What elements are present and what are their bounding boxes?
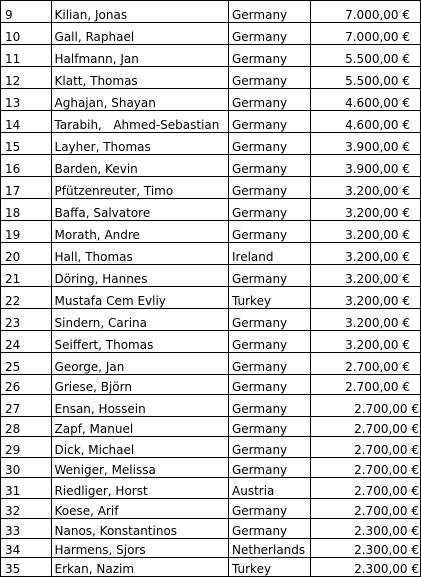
prize-cell: 2.300,00 € <box>310 519 420 539</box>
table-row <box>1 1 421 23</box>
player-name-cell: Tarabih, Ahmed-Sebastian <box>51 111 228 133</box>
table-row <box>1 309 421 331</box>
prize-cell: 3.200,00 € <box>310 265 420 287</box>
table-row <box>1 111 421 133</box>
country-cell: Germany <box>229 309 311 331</box>
prize-cell: 5.500,00 € <box>310 67 420 89</box>
player-name-cell: Sindern, Carina <box>51 309 228 331</box>
player-name-cell: Morath, Andre <box>51 221 228 243</box>
rank-cell: 25 <box>1 353 52 375</box>
country-cell: Austria <box>229 478 311 499</box>
prize-cell: 2.700,00 € <box>310 458 420 478</box>
country-cell: Turkey <box>229 558 311 577</box>
player-name-cell: Nanos, Konstantinos <box>51 519 228 539</box>
table-row <box>1 353 421 375</box>
player-name-cell: Harmens, Sjors <box>51 539 228 558</box>
player-name-cell: Gall, Raphael <box>51 23 228 45</box>
rank-cell: 19 <box>1 221 52 243</box>
country-cell: Germany <box>229 221 311 243</box>
prize-cell: 3.200,00 € <box>310 331 420 353</box>
player-name-cell: Riedliger, Horst <box>51 478 228 499</box>
table-row <box>1 23 421 45</box>
prize-cell: 2.700,00 € <box>310 395 420 417</box>
rank-cell: 14 <box>1 111 52 133</box>
table-row <box>1 89 421 111</box>
country-cell: Germany <box>229 499 311 519</box>
table-row <box>1 539 421 558</box>
table-row <box>1 243 421 265</box>
player-name-cell: Koese, Arif <box>51 499 228 519</box>
country-cell: Germany <box>229 89 311 111</box>
table-row <box>1 478 421 499</box>
table-row <box>1 395 421 417</box>
player-name-cell: Aghajan, Shayan <box>51 89 228 111</box>
rank-cell: 24 <box>1 331 52 353</box>
country-cell: Germany <box>229 23 311 45</box>
country-cell: Germany <box>229 519 311 539</box>
table-row <box>1 375 421 395</box>
rank-cell: 27 <box>1 395 52 417</box>
country-cell: Germany <box>229 199 311 221</box>
results-table-body <box>1 1 421 577</box>
rank-cell: 9 <box>1 1 52 23</box>
player-name-cell: Barden, Kevin <box>51 155 228 177</box>
prize-cell: 2.700,00 € <box>310 437 420 458</box>
table-row <box>1 45 421 67</box>
rank-cell: 17 <box>1 177 52 199</box>
country-cell: Germany <box>229 111 311 133</box>
country-cell: Germany <box>229 177 311 199</box>
table-row <box>1 417 421 437</box>
player-name-cell: Dick, Michael <box>51 437 228 458</box>
country-cell: Germany <box>229 458 311 478</box>
table-row <box>1 199 421 221</box>
player-name-cell: George, Jan <box>51 353 228 375</box>
prize-cell: 7.000,00 € <box>310 1 420 23</box>
rank-cell: 21 <box>1 265 52 287</box>
table-row <box>1 519 421 539</box>
prize-cell: 2.700,00 € <box>310 353 420 375</box>
prize-cell: 3.200,00 € <box>310 199 420 221</box>
country-cell: Germany <box>229 265 311 287</box>
prize-cell: 4.600,00 € <box>310 111 420 133</box>
player-name-cell: Döring, Hannes <box>51 265 228 287</box>
player-name-cell: Mustafa Cem Evliy <box>51 287 228 309</box>
table-row <box>1 287 421 309</box>
player-name-cell: Zapf, Manuel <box>51 417 228 437</box>
rank-cell: 33 <box>1 519 52 539</box>
prize-cell: 3.200,00 € <box>310 221 420 243</box>
player-name-cell: Erkan, Nazim <box>51 558 228 577</box>
rank-cell: 10 <box>1 23 52 45</box>
player-name-cell: Kilian, Jonas <box>51 1 228 23</box>
prize-cell: 4.600,00 € <box>310 89 420 111</box>
player-name-cell: Pfützenreuter, Timo <box>51 177 228 199</box>
player-name-cell: Hall, Thomas <box>51 243 228 265</box>
prize-cell: 3.900,00 € <box>310 155 420 177</box>
prize-cell: 3.900,00 € <box>310 133 420 155</box>
prize-cell: 2.300,00 € <box>310 539 420 558</box>
rank-cell: 16 <box>1 155 52 177</box>
country-cell: Netherlands <box>229 539 311 558</box>
player-name-cell: Layher, Thomas <box>51 133 228 155</box>
rank-cell: 13 <box>1 89 52 111</box>
country-cell: Germany <box>229 67 311 89</box>
player-name-cell: Weniger, Melissa <box>51 458 228 478</box>
country-cell: Germany <box>229 437 311 458</box>
rank-cell: 22 <box>1 287 52 309</box>
country-cell: Germany <box>229 417 311 437</box>
rank-cell: 18 <box>1 199 52 221</box>
country-cell: Germany <box>229 133 311 155</box>
rank-cell: 15 <box>1 133 52 155</box>
player-name-cell: Ensan, Hossein <box>51 395 228 417</box>
table-row <box>1 265 421 287</box>
rank-cell: 31 <box>1 478 52 499</box>
table-row <box>1 221 421 243</box>
country-cell: Germany <box>229 375 311 395</box>
country-cell: Germany <box>229 353 311 375</box>
player-name-cell: Seiffert, Thomas <box>51 331 228 353</box>
rank-cell: 35 <box>1 558 52 577</box>
player-name-cell: Griese, Björn <box>51 375 228 395</box>
table-row <box>1 177 421 199</box>
table-row <box>1 67 421 89</box>
prize-cell: 3.200,00 € <box>310 243 420 265</box>
country-cell: Germany <box>229 395 311 417</box>
rank-cell: 11 <box>1 45 52 67</box>
table-row <box>1 558 421 577</box>
country-cell: Ireland <box>229 243 311 265</box>
player-name-cell: Klatt, Thomas <box>51 67 228 89</box>
prize-cell: 3.200,00 € <box>310 177 420 199</box>
rank-cell: 34 <box>1 539 52 558</box>
country-cell: Germany <box>229 1 311 23</box>
country-cell: Germany <box>229 331 311 353</box>
rank-cell: 26 <box>1 375 52 395</box>
country-cell: Turkey <box>229 287 311 309</box>
table-row <box>1 331 421 353</box>
rank-cell: 29 <box>1 437 52 458</box>
prize-cell: 2.700,00 € <box>310 375 420 395</box>
rank-cell: 20 <box>1 243 52 265</box>
table-row <box>1 437 421 458</box>
table-row <box>1 458 421 478</box>
rank-cell: 28 <box>1 417 52 437</box>
rank-cell: 23 <box>1 309 52 331</box>
table-row <box>1 155 421 177</box>
player-name-cell: Halfmann, Jan <box>51 45 228 67</box>
table-row <box>1 499 421 519</box>
table-row <box>1 133 421 155</box>
country-cell: Germany <box>229 155 311 177</box>
prize-cell: 3.200,00 € <box>310 287 420 309</box>
player-name-cell: Baffa, Salvatore <box>51 199 228 221</box>
prize-cell: 2.700,00 € <box>310 478 420 499</box>
prize-cell: 2.300,00 € <box>310 558 420 577</box>
prize-cell: 3.200,00 € <box>310 309 420 331</box>
prize-cell: 5.500,00 € <box>310 45 420 67</box>
prize-cell: 2.700,00 € <box>310 417 420 437</box>
country-cell: Germany <box>229 45 311 67</box>
rank-cell: 30 <box>1 458 52 478</box>
prize-cell: 2.700,00 € <box>310 499 420 519</box>
rank-cell: 32 <box>1 499 52 519</box>
rank-cell: 12 <box>1 67 52 89</box>
prize-cell: 7.000,00 € <box>310 23 420 45</box>
